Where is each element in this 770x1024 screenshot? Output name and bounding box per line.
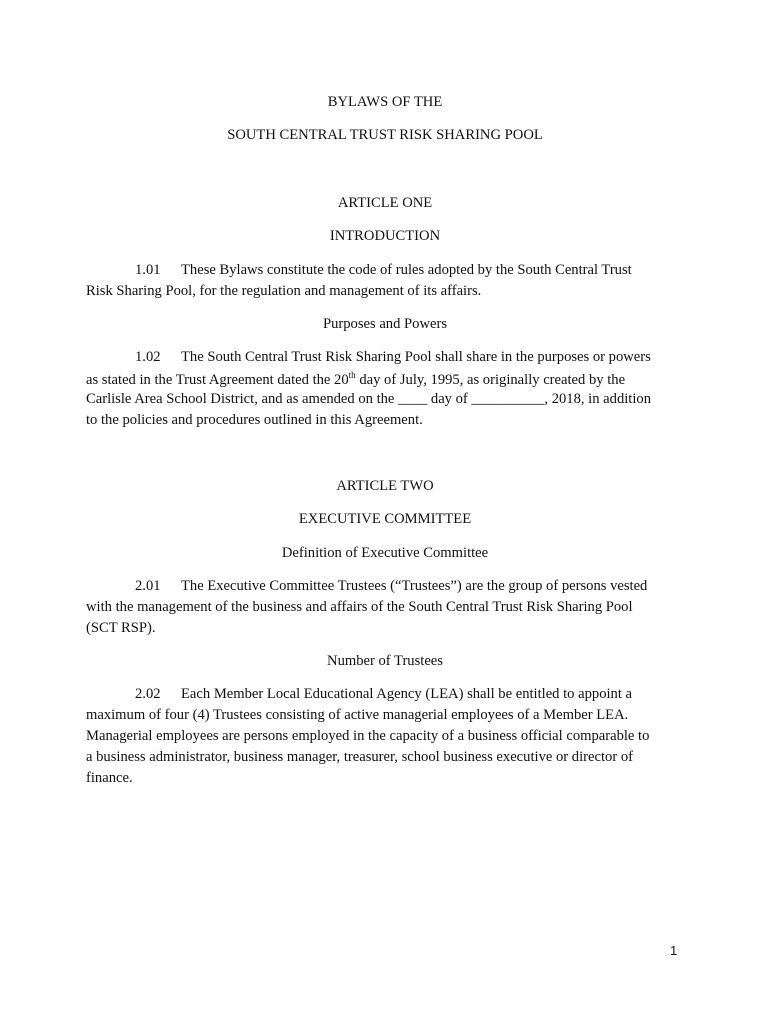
section-text: finance. xyxy=(86,770,133,786)
section-text: These Bylaws constitute the code of rules adopted by the South Central Trust xyxy=(181,262,632,278)
section-text: Managerial employees are persons employed in the capacity of a business official comparable to xyxy=(86,728,650,744)
section-text: a business administrator, business manager, treasurer, school business executive or director of xyxy=(86,749,633,765)
page-number: 1 xyxy=(670,943,678,958)
section-text: to the policies and procedures outlined in this Agreement. xyxy=(86,412,423,428)
purposes-heading: Purposes and Powers xyxy=(322,316,448,332)
section-text: day of July, 1995, as originally created by the xyxy=(355,371,626,388)
definition-heading: Definition of Executive Committee xyxy=(281,545,489,561)
section-text: maximum of four (4) Trustees consisting of active managerial employees of a Member LEA. xyxy=(86,707,629,723)
section-text: as stated in the Trust Agreement dated the 20 xyxy=(86,371,349,388)
article-two-subheading: EXECUTIVE COMMITTEE xyxy=(298,511,472,527)
document-title-line1: BYLAWS OF THE xyxy=(327,94,443,110)
section-number: 1.01 xyxy=(135,262,161,278)
section-text: The Executive Committee Trustees (“Trustees”) are the group of persons vested xyxy=(181,578,648,594)
section-text: The South Central Trust Risk Sharing Pool shall share in the purposes or powers xyxy=(181,349,651,365)
article-one-subheading: INTRODUCTION xyxy=(329,228,441,244)
ordinal-suffix: th xyxy=(348,370,356,380)
document-title-line2: SOUTH CENTRAL TRUST RISK SHARING POOL xyxy=(227,127,543,143)
article-two-heading: ARTICLE TWO xyxy=(336,478,434,494)
section-number: 2.01 xyxy=(135,578,161,594)
section-number: 2.02 xyxy=(135,686,161,702)
section-text: Each Member Local Educational Agency (LEA) shall be entitled to appoint a xyxy=(181,686,633,702)
section-text: (SCT RSP). xyxy=(86,620,156,636)
section-text: Carlisle Area School District, and as amended on the ____ day of __________, 2018, in addition xyxy=(86,391,652,407)
section-text: with the management of the business and affairs of the South Central Trust Risk Sharing Pool xyxy=(86,599,633,615)
section-text: Risk Sharing Pool, for the regulation and management of its affairs. xyxy=(86,283,482,299)
number-of-trustees-heading: Number of Trustees xyxy=(327,653,443,669)
article-one-heading: ARTICLE ONE xyxy=(337,195,433,211)
section-number: 1.02 xyxy=(135,349,161,365)
